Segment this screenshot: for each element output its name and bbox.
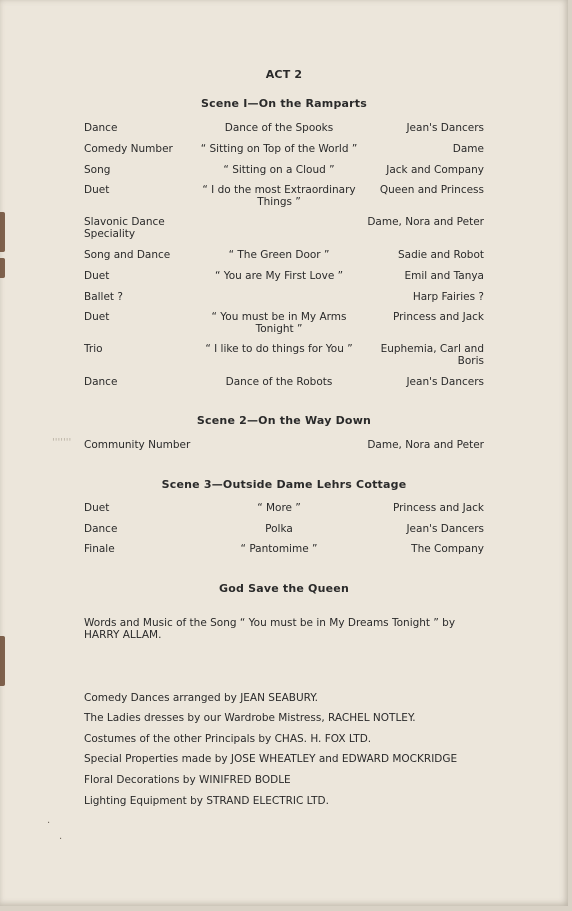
number-type: Ballet ? (84, 291, 123, 303)
number-type: Dance (84, 122, 118, 134)
number-type: Song (84, 164, 111, 176)
scene-1-title: Scene I—On the Ramparts (201, 97, 367, 110)
number-cast: Jean's Dancers (406, 523, 484, 535)
number-cast: Harp Fairies ? (412, 291, 484, 303)
credit-line: Comedy Dances arranged by JEAN SEABURY. (84, 692, 318, 704)
number-type: Song and Dance (84, 249, 171, 261)
binding-stain (0, 258, 5, 278)
number-type: Duet (84, 270, 110, 282)
scene-2-title: Scene 2—On the Way Down (196, 414, 372, 427)
number-cast: Sadie and Robot (397, 249, 484, 261)
number-type: Duet (84, 184, 110, 196)
act-title: ACT 2 (265, 68, 303, 81)
binding-stain (0, 212, 5, 252)
ink-speck: · (59, 834, 63, 845)
scene-3-title: Scene 3—Outside Dame Lehrs Cottage (161, 478, 407, 491)
number-cast: Jack and Company (386, 164, 484, 176)
number-title: Polka (265, 523, 293, 535)
number-cast: Jean's Dancers (406, 376, 484, 388)
song-credit-note: Words and Music of the Song “ You must be in My Dreams Tonight ” by HARRY ALLAM. (84, 617, 456, 641)
number-type: Slavonic Dance Speciality (84, 216, 165, 240)
number-cast: Dame, Nora and Peter (367, 216, 484, 228)
anthem-heading: God Save the Queen (218, 582, 349, 595)
number-type: Dance (84, 523, 118, 535)
credit-line: Costumes of the other Principals by CHAS. H. FOX LTD. (84, 733, 372, 745)
number-type: Finale (84, 543, 115, 555)
number-type: Duet (84, 502, 110, 514)
credit-line: The Ladies dresses by our Wardrobe Mistress, RACHEL NOTLEY. (84, 712, 416, 724)
number-type: Dance (84, 376, 118, 388)
number-cast: Jean's Dancers (406, 122, 484, 134)
number-type: Comedy Number (84, 143, 173, 155)
number-cast: Queen and Princess (379, 184, 484, 196)
number-type: Duet (84, 311, 110, 323)
number-cast: Emil and Tanya (404, 270, 484, 282)
credit-line: Floral Decorations by WINIFRED BODLE (84, 774, 291, 786)
number-title: “ I do the most Extraordinary Things ” (202, 184, 356, 208)
credit-line: Lighting Equipment by STRAND ELECTRIC LTD. (84, 795, 329, 807)
number-title: “ Sitting on Top of the World ” (200, 143, 358, 155)
faint-mark: ''''''' (52, 437, 72, 448)
number-title: “ Sitting on a Cloud ” (223, 164, 335, 176)
number-cast: Dame, Nora and Peter (367, 439, 484, 451)
ink-speck: · (47, 818, 51, 829)
binding-stain (0, 636, 5, 686)
number-type: Community Number (84, 439, 191, 451)
number-cast: Princess and Jack (392, 311, 484, 323)
number-title: “ You are My First Love ” (214, 270, 344, 282)
number-cast: Dame (452, 143, 484, 155)
number-cast: Euphemia, Carl and Boris (380, 343, 484, 367)
number-title: “ Pantomime ” (240, 543, 318, 555)
number-title: “ More ” (257, 502, 301, 514)
number-title: “ I like to do things for You ” (205, 343, 353, 355)
number-cast: The Company (411, 543, 484, 555)
number-title: “ You must be in My Arms Tonight ” (211, 311, 347, 335)
number-type: Trio (84, 343, 103, 355)
number-title: “ The Green Door ” (228, 249, 330, 261)
number-title: Dance of the Robots (225, 376, 333, 388)
number-title: Dance of the Spooks (224, 122, 334, 134)
credit-line: Special Properties made by JOSE WHEATLEY and EDWARD MOCKRIDGE (84, 753, 458, 765)
number-cast: Princess and Jack (392, 502, 484, 514)
